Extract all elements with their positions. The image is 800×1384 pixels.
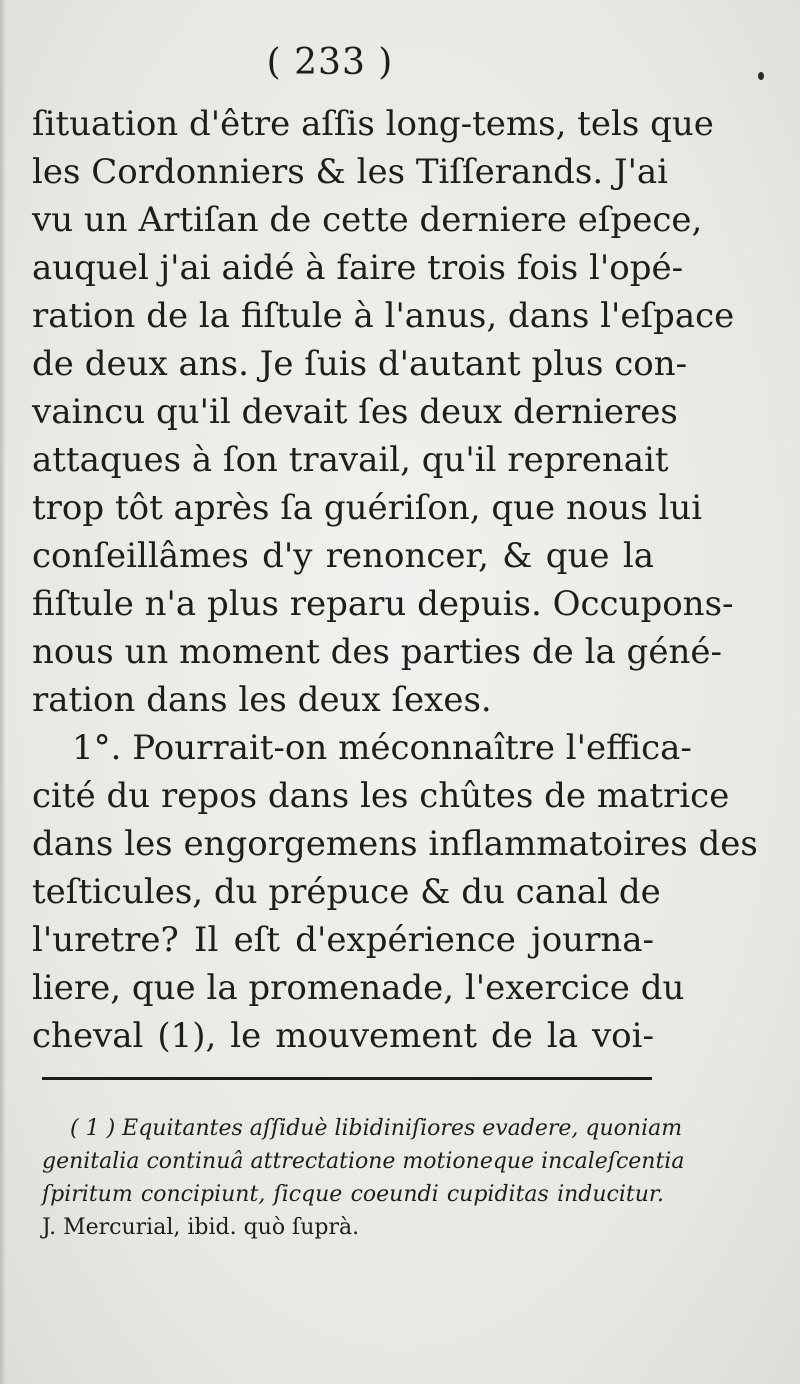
text-line: attaques à ſon travail, qu'il reprenait [32,440,669,480]
text-line: fiſtule n'a plus reparu depuis. Occupons- [32,584,734,624]
text-line: de deux ans. Je ſuis d'autant plus con- [32,344,688,384]
text-line: ration de la fiſtule à l'anus, dans l'eſpace [32,296,735,336]
footnote-line: ( 1 ) Equitantes aſſiduè libidiniſiores evadere, quoniam [70,1116,683,1141]
text-line: nous un moment des parties de la géné- [32,632,722,672]
paragraph-end-line: ration dans les deux ſexes. [32,680,492,720]
page-number: ( 233 ) [266,42,394,83]
text-line: trop tôt après ſa guériſon, que nous lui [32,488,703,528]
footnote-line: ſpiritum concipiunt, ſicque coeundi cupiditas inducitur. [42,1182,664,1207]
text-line: l'uretre? Il eſt d'expérience journa- [32,920,654,960]
text-line: dans les engorgemens inflammatoires des [32,824,758,864]
footnote-citation: J. Mercurial, ibid. quò ſuprà. [42,1215,360,1240]
text-line: ſituation d'être aſſis long-tems, tels que [32,104,714,144]
text-line: cité du repos dans les chûtes de matrice [32,776,730,816]
text-line: les Cordonniers & les Tiſſerands. J'ai [32,152,669,192]
page-edge-shadow [0,0,6,1384]
footnote [42,1112,685,1244]
text-line: conſeillâmes d'y renoncer, & que la [32,536,654,576]
text-line: vaincu qu'il devait ſes deux dernieres [32,392,678,432]
footnote-divider [42,1077,652,1080]
text-line: liere, que la promenade, l'exercice du [32,968,685,1008]
text-line: auquel j'ai aidé à faire trois fois l'opé- [32,248,684,288]
ink-speck [758,72,764,80]
text-line: teſticules, du prépuce & du canal de [32,872,661,912]
text-line: cheval (1), le mouvement de la voi- [32,1016,654,1056]
main-text [32,100,758,1060]
paragraph-start-line: 1°. Pourrait-on méconnaître l'effica- [72,728,692,768]
footnote-line: genitalia continuâ attrectatione motioneque incaleſcentia [42,1149,685,1174]
text-line: vu un Artiſan de cette derniere eſpece, [32,200,703,240]
